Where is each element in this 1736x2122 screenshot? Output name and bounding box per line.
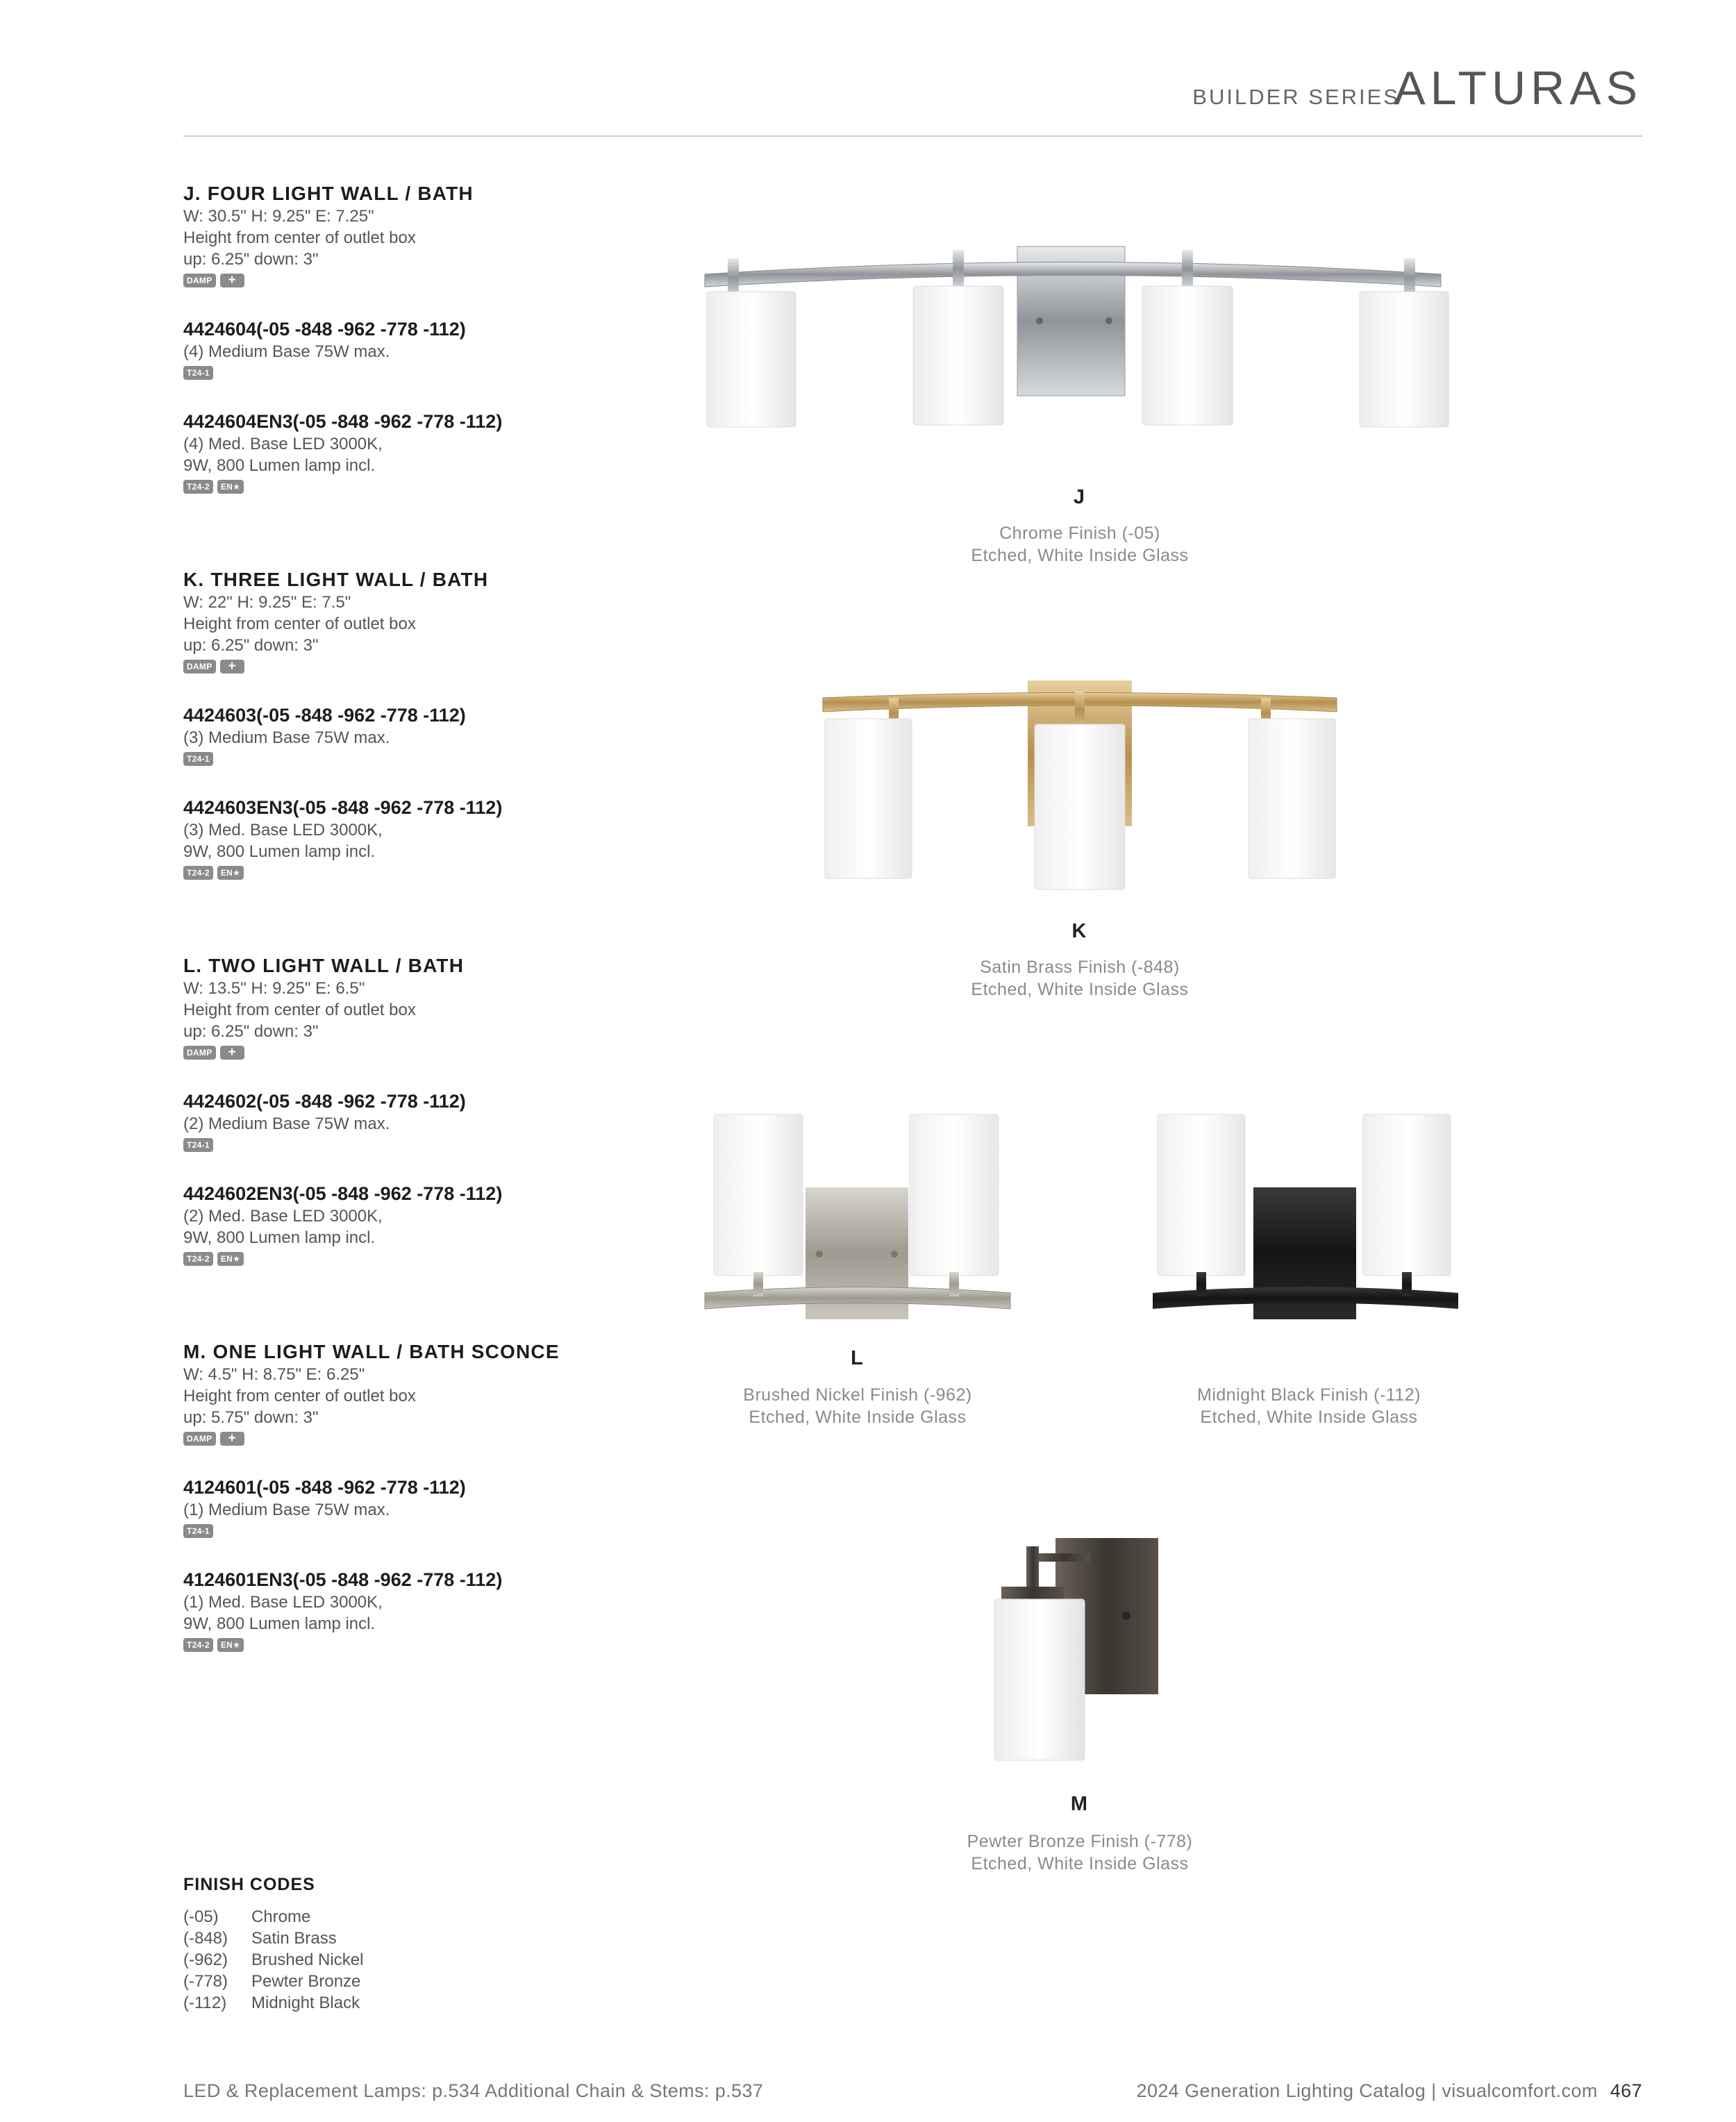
model-description: (4) Med. Base LED 3000K, [183, 435, 383, 453]
figure-caption-l-black [1132, 1384, 1486, 1428]
plus-badge: + [220, 1432, 244, 1446]
glass-caption: Etched, White Inside Glass [971, 980, 1189, 999]
model-number: 4424602(-05 -848 -962 -778 -112) [183, 1091, 466, 1112]
header-divider [183, 135, 1642, 137]
finish-code-row: (-05) Chrome [183, 1907, 311, 1926]
model-number: 4424603(-05 -848 -962 -778 -112) [183, 705, 466, 726]
product-image-j [694, 243, 1451, 465]
spec-block-l [183, 954, 669, 1269]
figure-letter-l: L [851, 1347, 863, 1369]
product-image-l-black [1149, 1111, 1462, 1333]
rating-badges [183, 274, 669, 290]
model-description: (1) Med. Base LED 3000K, [183, 1593, 383, 1612]
finish-codes-title: FINISH CODES [183, 1875, 315, 1894]
t24-badge: T24-1 [183, 752, 213, 766]
figure-caption-k [903, 956, 1257, 1001]
spec-height-values: up: 6.25" down: 3" [183, 250, 319, 269]
shade-2 [910, 1114, 999, 1296]
spec-title: K. THREE LIGHT WALL / BATH [183, 569, 489, 590]
figure-caption-l-nickel [684, 1384, 1031, 1428]
finish-caption: Satin Brass Finish (-848) [980, 958, 1180, 977]
glass-caption: Etched, White Inside Glass [749, 1407, 967, 1427]
product-image-k [819, 677, 1340, 899]
series-label: BUILDER SERIES [1192, 85, 1400, 109]
model-description: 9W, 800 Lumen lamp incl. [183, 1614, 376, 1633]
finish-code-row: (-778) Pewter Bronze [183, 1972, 361, 1991]
footer-references: LED & Replacement Lamps: p.534 Additional Chain & Stems: p.537 [183, 2080, 764, 2101]
t24-badge: T24-1 [183, 1524, 213, 1538]
damp-badge: DAMP [183, 1432, 216, 1446]
collection-name: ALTURAS [1394, 62, 1642, 115]
spec-dimensions: W: 13.5" H: 9.25" E: 6.5" [183, 979, 365, 998]
energy-star-badge: EN★ [217, 480, 244, 494]
spec-height-note: Height from center of outlet box [183, 1001, 416, 1019]
model-number-led: 4424603EN3(-05 -848 -962 -778 -112) [183, 797, 503, 818]
figure-caption-m [903, 1830, 1257, 1875]
model-description: (3) Medium Base 75W max. [183, 728, 390, 747]
spec-block-k [183, 568, 669, 883]
model-number-led: 4424604EN3(-05 -848 -962 -778 -112) [183, 411, 503, 432]
spec-block-m [183, 1340, 669, 1655]
model-description: (4) Medium Base 75W max. [183, 342, 390, 361]
glass-caption: Etched, White Inside Glass [971, 1854, 1189, 1873]
damp-badge: DAMP [183, 660, 216, 674]
finish-code-row: (-962) Brushed Nickel [183, 1950, 364, 1969]
spec-height-values: up: 6.25" down: 3" [183, 1022, 319, 1041]
plus-badge: + [220, 1046, 244, 1060]
glass-caption: Etched, White Inside Glass [971, 546, 1189, 565]
finish-code-row: (-848) Satin Brass [183, 1929, 337, 1948]
t24-badge: T24-1 [183, 1138, 213, 1152]
shade-1 [1158, 1114, 1245, 1296]
t24-badge: T24-2 [183, 480, 213, 494]
page-number: 467 [1610, 2080, 1642, 2101]
model-description: 9W, 800 Lumen lamp incl. [183, 1228, 376, 1247]
shade-1 [825, 698, 912, 878]
figure-letter-m: M [1070, 1793, 1088, 1815]
glass-caption: Etched, White Inside Glass [1200, 1407, 1418, 1427]
spec-dimensions: W: 4.5" H: 8.75" E: 6.25" [183, 1365, 365, 1384]
spec-height-values: up: 6.25" down: 3" [183, 636, 319, 655]
energy-star-badge: EN★ [217, 1252, 244, 1266]
figure-letter-k: K [1071, 920, 1087, 942]
t24-badge: T24-2 [183, 1252, 213, 1266]
finish-codes-legend [183, 1875, 363, 2014]
finish-caption: Brushed Nickel Finish (-962) [743, 1385, 972, 1405]
footer-catalog [1137, 2080, 1642, 2102]
finish-caption: Pewter Bronze Finish (-778) [967, 1832, 1193, 1851]
spec-height-values: up: 5.75" down: 3" [183, 1408, 319, 1427]
footer-catalog-text: 2024 Generation Lighting Catalog | visualcomfort.com [1136, 2080, 1598, 2101]
model-description: (2) Med. Base LED 3000K, [183, 1207, 383, 1226]
figure-caption-j [903, 522, 1257, 567]
energy-star-badge: EN★ [217, 1638, 244, 1652]
spec-title: M. ONE LIGHT WALL / BATH SCONCE [183, 1341, 560, 1362]
model-description: (3) Med. Base LED 3000K, [183, 821, 383, 839]
model-number: 4424604(-05 -848 -962 -778 -112) [183, 319, 466, 340]
model-number: 4124601(-05 -848 -962 -778 -112) [183, 1477, 466, 1498]
spec-block-j [183, 182, 669, 496]
spec-height-note: Height from center of outlet box [183, 1387, 416, 1405]
model-description: 9W, 800 Lumen lamp incl. [183, 456, 376, 475]
model-number-led: 4424602EN3(-05 -848 -962 -778 -112) [183, 1183, 503, 1204]
energy-star-badge: EN★ [217, 866, 244, 880]
spec-height-note: Height from center of outlet box [183, 228, 416, 247]
shade [994, 1599, 1085, 1760]
model-description: (1) Medium Base 75W max. [183, 1501, 390, 1519]
spec-height-note: Height from center of outlet box [183, 615, 416, 633]
product-image-m [986, 1538, 1167, 1774]
figure-letter-j: J [1073, 486, 1085, 508]
shade-2 [1363, 1114, 1451, 1296]
t24-badge: T24-1 [183, 366, 213, 380]
model-number-led: 4124601EN3(-05 -848 -962 -778 -112) [183, 1569, 503, 1590]
finish-caption: Midnight Black Finish (-112) [1197, 1385, 1421, 1405]
finish-code-row: (-112) Midnight Black [183, 1994, 360, 2012]
plus-badge: + [220, 660, 244, 674]
shade-3 [1249, 698, 1335, 878]
plus-badge: + [220, 274, 244, 287]
spec-dimensions: W: 22" H: 9.25" E: 7.5" [183, 593, 351, 612]
damp-badge: DAMP [183, 1046, 216, 1060]
t24-badge: T24-2 [183, 866, 213, 880]
shade-1 [714, 1114, 803, 1296]
spec-dimensions: W: 30.5" H: 9.25" E: 7.25" [183, 207, 374, 226]
arm [1035, 1553, 1090, 1562]
finish-caption: Chrome Finish (-05) [999, 524, 1160, 543]
model-description: 9W, 800 Lumen lamp incl. [183, 842, 376, 861]
spec-title: J. FOUR LIGHT WALL / BATH [183, 183, 474, 204]
damp-badge: DAMP [183, 274, 216, 287]
product-image-l-nickel [701, 1111, 1014, 1333]
spec-title: L. TWO LIGHT WALL / BATH [183, 955, 465, 976]
model-description: (2) Medium Base 75W max. [183, 1114, 390, 1133]
t24-badge: T24-2 [183, 1638, 213, 1652]
